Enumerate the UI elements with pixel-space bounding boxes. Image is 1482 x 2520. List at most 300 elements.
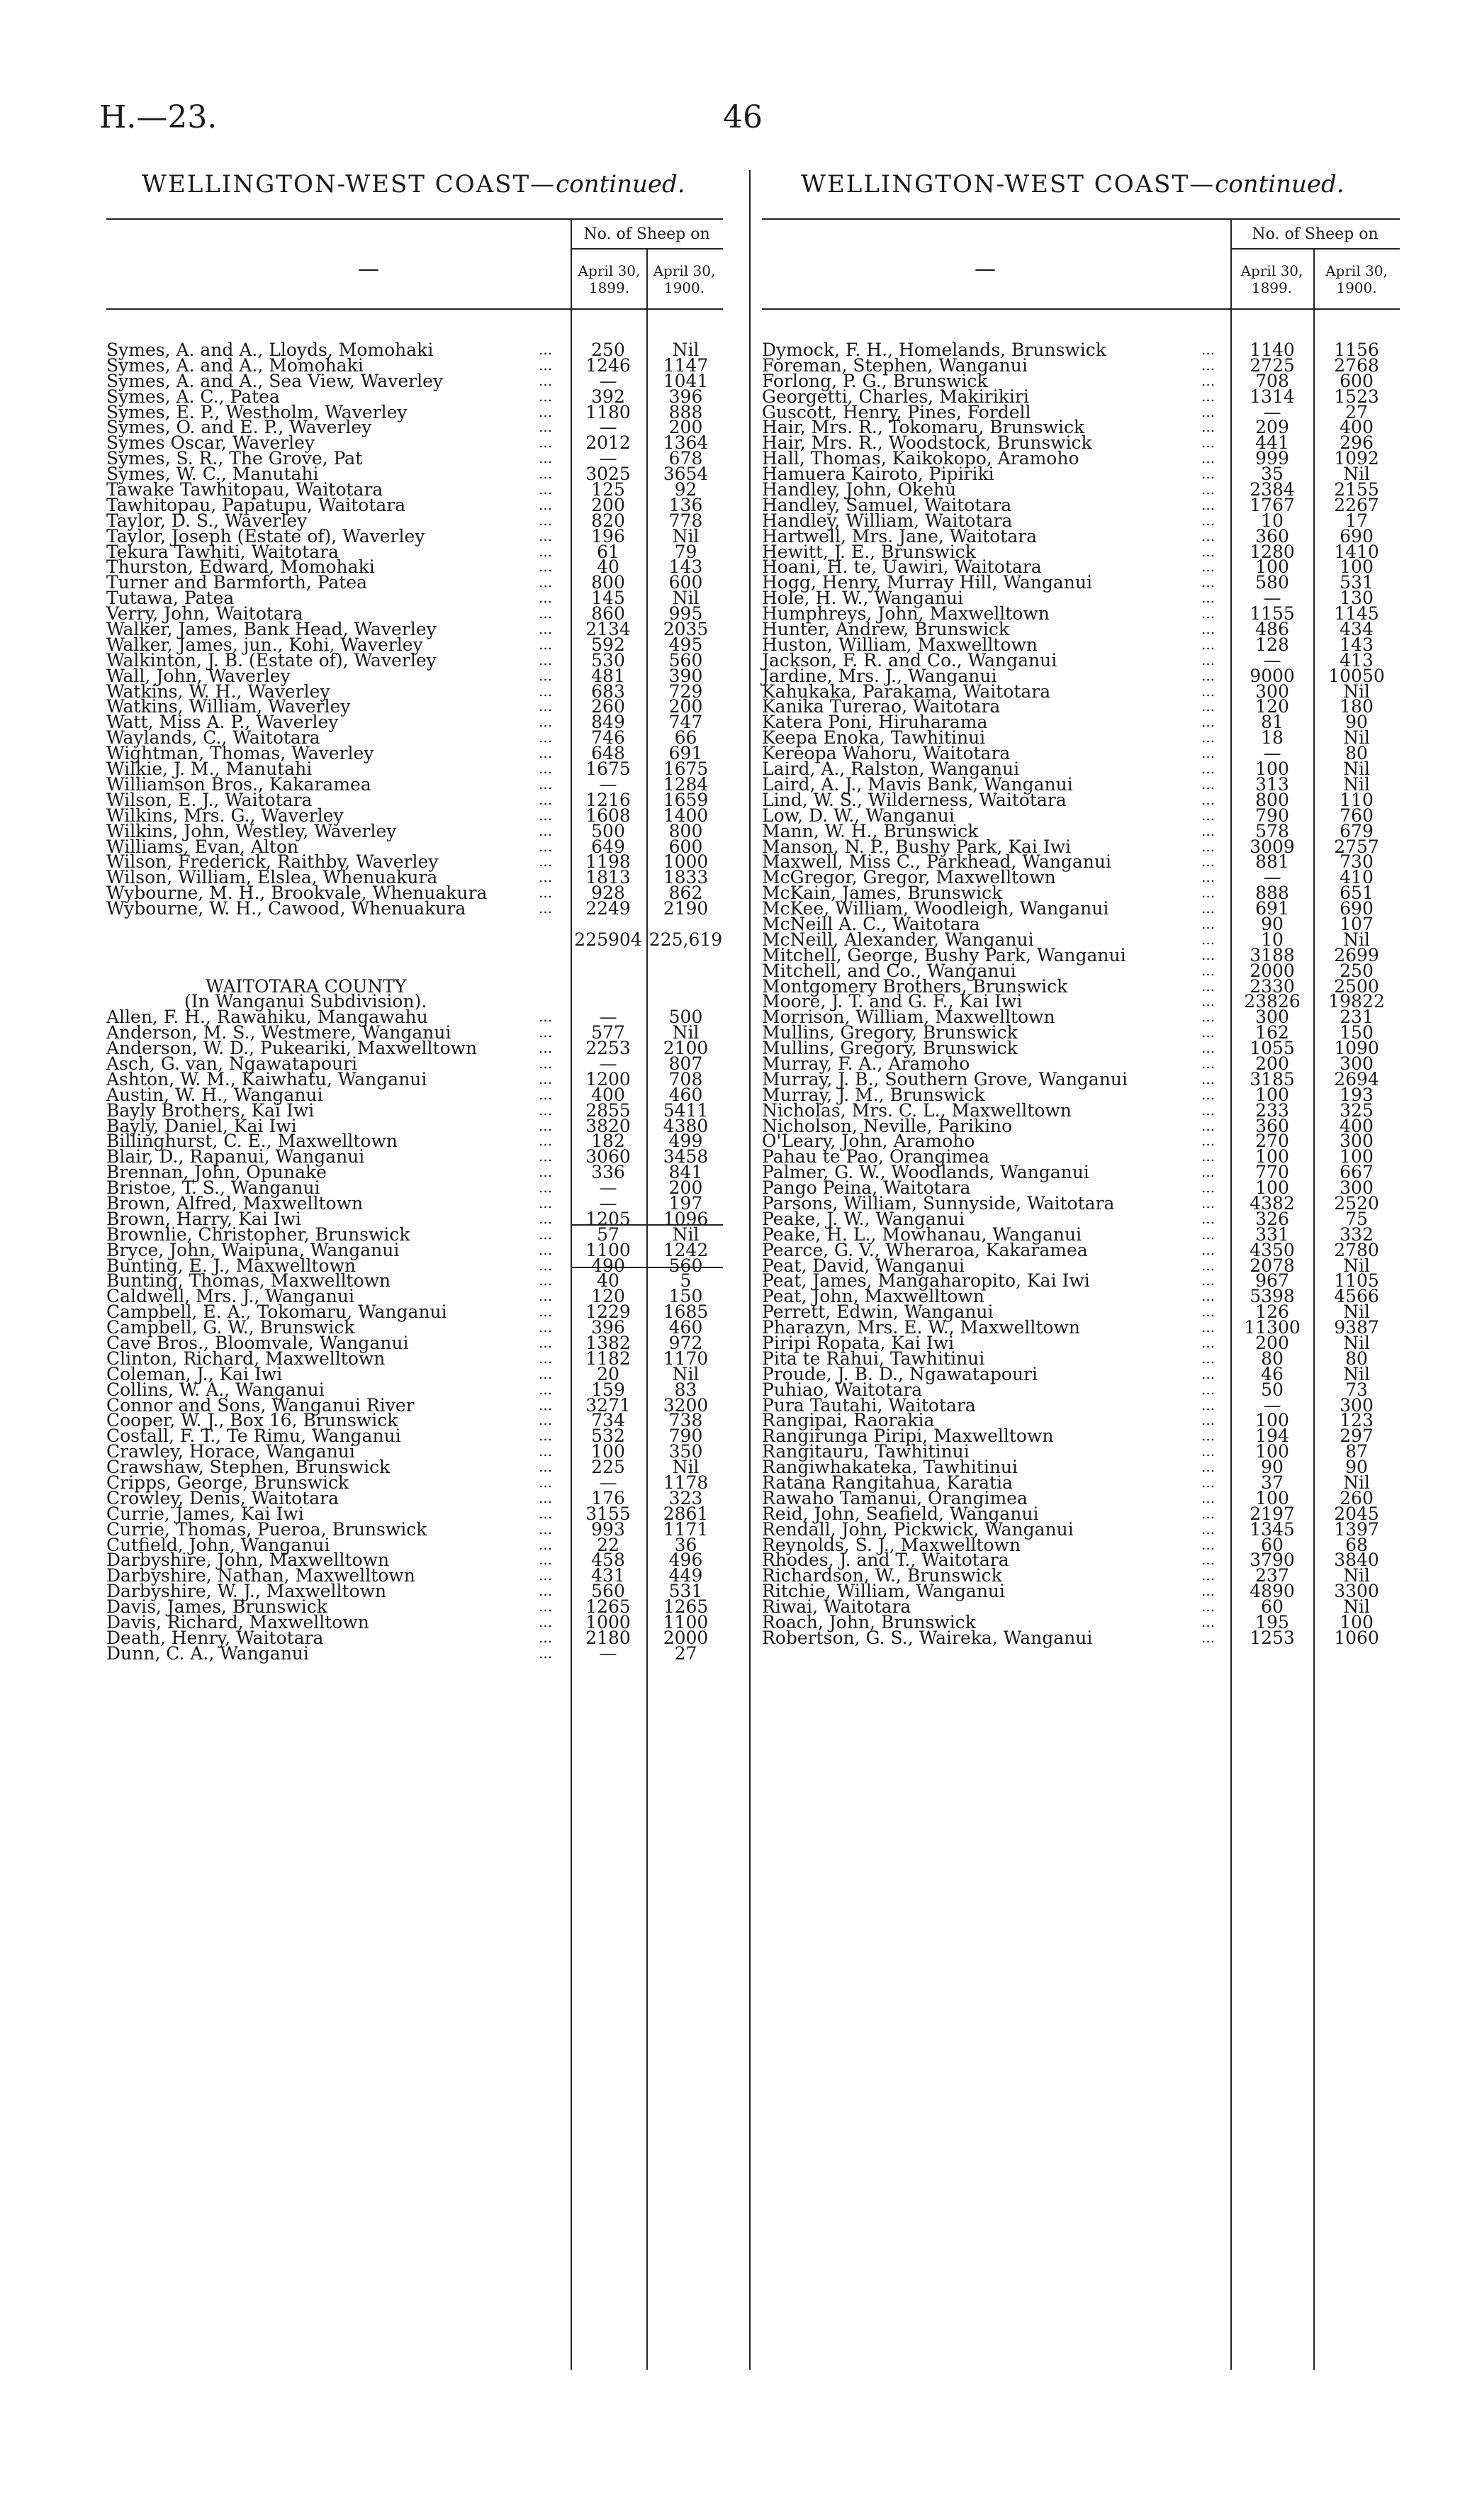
sheep-1899: 458 <box>591 1550 625 1571</box>
sheep-1899: 60 <box>1261 1596 1284 1618</box>
leader-dots: ... <box>1201 589 1216 607</box>
leader-dots: ... <box>539 511 553 529</box>
sheep-1900: 691 <box>668 743 703 764</box>
leader-dots: ... <box>1201 837 1216 855</box>
sheep-1899: 481 <box>591 665 625 686</box>
sheep-1900: 123 <box>1340 1410 1374 1431</box>
sheep-1899: 888 <box>1255 883 1289 904</box>
sheep-1900: 90 <box>1345 1457 1368 1478</box>
sheep-1899: 2134 <box>585 619 631 640</box>
leader-dots: ... <box>539 387 553 405</box>
sheep-1899: 2330 <box>1250 975 1295 997</box>
leader-dots: ... <box>539 1380 553 1398</box>
sheep-1900: 3654 <box>663 464 709 485</box>
sheep-1900: 1171 <box>663 1518 709 1540</box>
sheep-1900: 1265 <box>663 1596 709 1618</box>
owner-name: McKain, James, Brunswick <box>762 883 1003 904</box>
right-title-main: WELLINGTON-WEST COAST— <box>801 170 1216 198</box>
leader-dots: ... <box>539 481 553 498</box>
sheep-1899: 431 <box>591 1565 625 1586</box>
sheep-1899: 4350 <box>1250 1239 1295 1260</box>
owner-name: Mullins, Gregory, Brunswick <box>762 1022 1018 1043</box>
sheep-1900: 1147 <box>663 354 709 376</box>
leader-dots: ... <box>539 1520 553 1538</box>
owner-name: Symes, W. C., Manutahi <box>106 464 319 485</box>
sheep-1899: 3009 <box>1250 836 1295 857</box>
leader-dots: ... <box>539 527 553 544</box>
sheep-1899: 336 <box>591 1162 625 1183</box>
total-row <box>106 929 723 950</box>
sheep-1899: 209 <box>1255 417 1289 438</box>
right-table-body <box>762 342 1400 1646</box>
sheep-1900: 332 <box>1340 1223 1374 1245</box>
leader-dots: ... <box>539 775 553 793</box>
sheep-1899: — <box>599 1007 617 1028</box>
leader-dots: ... <box>1201 403 1216 420</box>
leader-dots: ... <box>539 698 553 715</box>
owner-name: Thurston, Edward, Momohaki <box>106 556 375 578</box>
sheep-1899: 1055 <box>1250 1038 1295 1059</box>
owner-name: Peat, David, Wanganui <box>762 1255 965 1276</box>
sheep-1899: 176 <box>591 1487 625 1508</box>
sheep-1900: 1105 <box>1334 1270 1379 1292</box>
owner-name: Robertson, G. S., Waireka, Wanganui <box>762 1627 1093 1648</box>
sheep-1900: 27 <box>1345 401 1368 422</box>
sheep-1900: 2699 <box>1334 944 1379 965</box>
left-header-col1: April 30, 1899. <box>578 262 641 296</box>
sheep-1900: 1400 <box>663 805 709 826</box>
leader-dots: ... <box>1201 558 1216 576</box>
sheep-1900: 3458 <box>663 1146 709 1167</box>
owner-name: Rendall, John, Pickwick, Wanganui <box>762 1518 1074 1540</box>
sheep-1900: 1242 <box>663 1239 709 1260</box>
owner-name: Darbyshire, W. J., Maxwelltown <box>106 1581 387 1602</box>
owner-name: Kahukaka, Parakama, Waitotara <box>762 681 1051 702</box>
sheep-1899: 331 <box>1255 1223 1289 1245</box>
owner-name: Waylands, C., Waitotara <box>106 727 320 749</box>
sheep-1899: 3790 <box>1250 1550 1295 1571</box>
leader-dots: ... <box>1201 1628 1216 1646</box>
owner-name: Wightman, Thomas, Waverley <box>106 743 374 764</box>
sheep-1899: 3060 <box>585 1146 631 1167</box>
leader-dots: ... <box>1201 961 1216 979</box>
sheep-1900: 2780 <box>1334 1239 1379 1260</box>
right-column-title <box>801 170 1345 198</box>
leader-dots: ... <box>1201 1489 1216 1506</box>
table-row <box>106 1642 723 1664</box>
leader-dots: ... <box>539 1443 553 1460</box>
sheep-1900: 300 <box>1340 1394 1374 1416</box>
sheep-1899: 1000 <box>585 1612 631 1633</box>
sheep-1899: 1608 <box>585 805 631 826</box>
sheep-1899: 532 <box>591 1426 625 1447</box>
sheep-1900: Nil <box>1343 1301 1370 1323</box>
right-header-col1: April 30, 1899. <box>1240 262 1303 296</box>
leader-dots: ... <box>1201 1365 1216 1382</box>
owner-name: Montgomery Brothers, Brunswick <box>762 975 1068 997</box>
sheep-1900: 1833 <box>663 867 709 888</box>
sheep-1900: 807 <box>668 1053 703 1074</box>
sheep-1899: 61 <box>597 541 619 562</box>
leader-dots: ... <box>1201 744 1216 762</box>
sheep-1899: 1813 <box>585 867 631 888</box>
leader-dots: ... <box>1201 1287 1216 1305</box>
sheep-1899: 800 <box>1255 789 1289 810</box>
sheep-1899: 2197 <box>1250 1503 1295 1524</box>
owner-name: Symes, A. and A., Momohaki <box>106 354 364 376</box>
right-top-rule <box>762 218 1400 220</box>
leader-dots: ... <box>1201 992 1216 1010</box>
table-row <box>762 1627 1400 1648</box>
owner-name: Kanika Turerao, Waitotara <box>762 696 1001 717</box>
page-header-code: H.—23. <box>99 99 218 135</box>
owner-name: McGregor, Gregor, Maxwelltown <box>762 867 1056 888</box>
owner-name: Hoani, H. te, Uawiri, Waitotara <box>762 556 1042 578</box>
sheep-1900: 197 <box>668 1192 703 1214</box>
sheep-1899: 2253 <box>585 1038 631 1059</box>
sheep-1900: 350 <box>668 1441 703 1462</box>
owner-name: Rangirunga Piripi, Maxwelltown <box>762 1426 1054 1447</box>
sheep-1899: 90 <box>1261 1457 1284 1478</box>
owner-name: Clinton, Richard, Maxwelltown <box>106 1348 386 1369</box>
sheep-1899: — <box>599 1177 617 1199</box>
leader-dots: ... <box>539 434 553 452</box>
sheep-1899: 1253 <box>1250 1627 1295 1648</box>
sheep-1900: 2035 <box>663 619 709 640</box>
owner-name: Handley, John, Okehu <box>762 479 957 500</box>
owner-name: Rawaho Tamanui, Orangimea <box>762 1487 1028 1508</box>
owner-name: Crawshaw, Stephen, Brunswick <box>106 1457 391 1478</box>
sheep-1899: 2078 <box>1250 1255 1295 1276</box>
sheep-1900: 1410 <box>1334 541 1379 562</box>
table-row <box>106 898 723 919</box>
leader-dots: ... <box>539 837 553 855</box>
owner-name: Blair, D., Rapanui, Wanganui <box>106 1146 365 1167</box>
sheep-1900: 708 <box>668 1068 703 1090</box>
sheep-1899: 100 <box>1255 1410 1289 1431</box>
sheep-1899: 2000 <box>1250 960 1295 981</box>
leader-dots: ... <box>1201 1613 1216 1631</box>
owner-name: Bayly Brothers, Kai Iwi <box>106 1099 315 1121</box>
owner-name: Nicholson, Neville, Parikino <box>762 1115 1013 1136</box>
sheep-1899: — <box>599 448 617 469</box>
leader-dots: ... <box>539 1334 553 1351</box>
leader-dots: ... <box>1201 1535 1216 1553</box>
sheep-1899: 126 <box>1255 1301 1289 1323</box>
sheep-1899: 37 <box>1261 1472 1284 1494</box>
owner-name: Ashton, W. M., Kaiwhatu, Wanganui <box>106 1068 427 1090</box>
owner-name: Bristoe, T. S., Wanganui <box>106 1177 320 1199</box>
sheep-1899: 1265 <box>585 1596 631 1618</box>
sheep-1899: 233 <box>1255 1099 1289 1121</box>
leader-dots: ... <box>1201 1349 1216 1367</box>
sheep-1899: — <box>599 1053 617 1074</box>
sheep-1899: 35 <box>1261 464 1284 485</box>
sheep-1900: 400 <box>1340 417 1374 438</box>
owner-name: Campbell, G. W., Brunswick <box>106 1317 355 1338</box>
leader-dots: ... <box>1201 729 1216 746</box>
sheep-1899: 1200 <box>585 1068 631 1090</box>
sheep-1900: 36 <box>674 1534 697 1555</box>
owner-name: Wilson, Frederick, Raithby, Waverley <box>106 851 439 873</box>
sheep-1900: Nil <box>672 1457 700 1478</box>
owner-name: Darbyshire, John, Maxwelltown <box>106 1550 390 1571</box>
sheep-1900: 2100 <box>663 1038 709 1059</box>
sheep-1899: 683 <box>591 681 625 702</box>
sheep-1899: 100 <box>1255 1177 1289 1199</box>
left-header-col2: April 30, 1900. <box>653 262 716 296</box>
sheep-1899: 40 <box>597 556 619 578</box>
sheep-1900: 1170 <box>663 1348 709 1369</box>
owner-name: Hewitt, J. E., Brunswick <box>762 541 976 562</box>
page-number: 46 <box>723 99 763 135</box>
owner-name: Williamson Bros., Kakaramea <box>106 773 371 795</box>
sheep-1899: 3185 <box>1250 1068 1295 1090</box>
owner-name: Campbell, E. A., Tokomaru, Wanganui <box>106 1301 447 1323</box>
owner-name: Ratana Rangitahua, Karatia <box>762 1472 1013 1494</box>
left-column-title <box>142 170 685 198</box>
owner-name: Tawake Tawhitopau, Waitotara <box>106 479 383 500</box>
owner-name: Puhiao, Waitotara <box>762 1379 923 1400</box>
leader-dots: ... <box>1201 1598 1216 1615</box>
owner-name: Maxwell, Miss C., Parkhead, Wanganui <box>762 851 1111 873</box>
sheep-1900: 2190 <box>663 898 709 919</box>
leader-dots: ... <box>1201 1334 1216 1351</box>
sheep-1899: 708 <box>1255 370 1289 391</box>
leader-dots: ... <box>539 1163 553 1181</box>
leader-dots: ... <box>1201 1256 1216 1274</box>
sheep-1899: 490 <box>591 1255 625 1276</box>
leader-dots: ... <box>539 651 553 668</box>
sheep-1899: 100 <box>1255 1487 1289 1508</box>
owner-name: Verry, John, Waitotara <box>106 603 303 625</box>
owner-name: Symes, E. P., Westholm, Waverley <box>106 401 408 422</box>
owner-name: Connor and Sons, Wanganui River <box>106 1394 415 1416</box>
owner-name: Reynolds, S. J., Maxwelltown <box>762 1534 1021 1555</box>
leader-dots: ... <box>1201 698 1216 715</box>
leader-dots: ... <box>539 1116 553 1134</box>
sheep-1900: Nil <box>672 1223 700 1245</box>
sheep-1899: 577 <box>591 1022 625 1043</box>
leader-dots: ... <box>539 1504 553 1522</box>
sheep-1900: 180 <box>1340 696 1374 717</box>
owner-name: Pahau te Pao, Orangimea <box>762 1146 989 1167</box>
sheep-1900: Nil <box>1343 1596 1370 1618</box>
sheep-1900: 87 <box>1345 1441 1368 1462</box>
owner-name: Caldwell, Mrs. J., Wanganui <box>106 1286 354 1307</box>
owner-name: Hartwell, Mrs. Jane, Waitotara <box>762 525 1038 547</box>
leader-dots: ... <box>539 620 553 638</box>
leader-dots: ... <box>1201 620 1216 638</box>
owner-name: Hall, Thomas, Kaikokopo, Aramoho <box>762 448 1079 469</box>
leader-dots: ... <box>1201 977 1216 995</box>
owner-name: Williams, Evan, Alton <box>106 836 299 857</box>
owner-name: Handley, William, Waitotara <box>762 510 1013 531</box>
owner-name: Symes Oscar, Waverley <box>106 432 315 454</box>
owner-name: Rangipai, Raorakia <box>762 1410 935 1431</box>
sheep-1900: 995 <box>668 603 703 625</box>
leader-dots: ... <box>539 1085 553 1103</box>
owner-name: Mann, W. H., Brunswick <box>762 820 979 841</box>
leader-dots: ... <box>539 403 553 420</box>
owner-name: Wall, John, Waverley <box>106 665 291 686</box>
owner-name: Brown, Alfred, Maxwelltown <box>106 1192 364 1214</box>
owner-name: Ritchie, William, Wanganui <box>762 1581 1006 1602</box>
leader-dots: ... <box>539 1535 553 1553</box>
sheep-1899: 40 <box>597 1270 619 1292</box>
owner-name: Taylor, D. S., Waverley <box>106 510 308 531</box>
owner-name: Symes, S. R., The Grove, Pat <box>106 448 363 469</box>
leader-dots: ... <box>1201 946 1216 963</box>
sheep-1899: 195 <box>1255 1612 1289 1633</box>
leader-dots: ... <box>539 1458 553 1476</box>
owner-name: Dymock, F. H., Homelands, Brunswick <box>762 340 1106 360</box>
sheep-1900: Nil <box>672 1363 700 1384</box>
sheep-1899: — <box>599 1472 617 1494</box>
sheep-1900: 2861 <box>663 1503 709 1524</box>
owner-name: Lind, W. S., Wilderness, Waitotara <box>762 789 1067 810</box>
owner-name: Brownlie, Christopher, Brunswick <box>106 1223 410 1245</box>
sheep-1900: 143 <box>1340 634 1374 655</box>
leader-dots: ... <box>539 341 553 358</box>
owner-name: Symes, A. C., Patea <box>106 386 280 407</box>
owner-name: Asch, G. van, Ngawatapouri <box>106 1053 358 1074</box>
sheep-1900: 200 <box>668 696 703 717</box>
sheep-1899: 200 <box>1255 1053 1289 1074</box>
sheep-1900: 600 <box>668 572 703 593</box>
leader-dots: ... <box>1201 868 1216 886</box>
owner-name: Austin, W. H., Wanganui <box>106 1084 323 1105</box>
leader-dots: ... <box>1201 682 1216 700</box>
leader-dots: ... <box>1201 1116 1216 1134</box>
owner-name: Crawley, Horace, Wanganui <box>106 1441 355 1462</box>
owner-name: Mitchell, and Co., Wanganui <box>762 960 1016 981</box>
owner-name: Wilkie, J. M., Manutahi <box>106 758 313 780</box>
left-header-group: No. of Sheep on <box>583 225 710 243</box>
leader-dots: ... <box>1201 635 1216 653</box>
sheep-1900: 2155 <box>1334 479 1379 500</box>
owner-name: Cooper, W. J., Box 16, Brunswick <box>106 1410 398 1431</box>
sheep-1900: 679 <box>1340 820 1374 841</box>
leader-dots: ... <box>539 558 553 576</box>
owner-name: Wilson, William, Elslea, Whenuakura <box>106 867 438 888</box>
sheep-1899: 4382 <box>1250 1192 1295 1214</box>
sheep-1900: 410 <box>1340 867 1374 888</box>
sheep-1899: — <box>1263 649 1281 671</box>
leader-dots: ... <box>539 418 553 436</box>
owner-name: Bunting, Thomas, Maxwelltown <box>106 1270 391 1292</box>
owner-name: Anderson, M. S., Westmere, Wanganui <box>106 1022 451 1043</box>
sheep-1900: 678 <box>668 448 703 469</box>
sheep-1900: 1364 <box>663 432 709 454</box>
leader-dots: ... <box>539 1349 553 1367</box>
sheep-1899: 162 <box>1255 1022 1289 1043</box>
sheep-1899: 360 <box>1255 525 1289 547</box>
sheep-1900: 1100 <box>663 1612 709 1633</box>
owner-name: Parsons, William, Sunnyside, Waitotara <box>762 1192 1115 1214</box>
leader-dots: ... <box>1201 822 1216 839</box>
sheep-1899: — <box>1263 1394 1281 1416</box>
owner-name: Dunn, C. A., Wanganui <box>106 1642 309 1664</box>
sheep-1899: 967 <box>1255 1270 1289 1292</box>
owner-name: Anderson, W. D., Pukeariki, Maxwelltown <box>106 1038 478 1059</box>
sheep-1900: 600 <box>1340 370 1374 391</box>
leader-dots: ... <box>1201 1520 1216 1538</box>
sheep-1899: 18 <box>1261 727 1284 749</box>
sheep-1900: 531 <box>1340 572 1374 593</box>
sheep-1900: 300 <box>1340 1177 1374 1199</box>
leader-dots: ... <box>539 1209 553 1227</box>
sheep-1900: 862 <box>668 883 703 904</box>
left-top-rule <box>106 218 723 220</box>
sheep-1900: 10050 <box>1328 665 1385 686</box>
owner-name: Walker, James, Bank Head, Waverley <box>106 619 437 640</box>
owner-name: Morrison, William, Maxwelltown <box>762 1007 1055 1028</box>
leader-dots: ... <box>539 1008 553 1026</box>
leader-dots: ... <box>539 1489 553 1506</box>
sheep-1900: 1284 <box>663 773 709 795</box>
sheep-1899: — <box>1263 743 1281 764</box>
sheep-1900: 323 <box>668 1487 703 1508</box>
leader-dots: ... <box>1201 1070 1216 1087</box>
leader-dots: ... <box>539 760 553 778</box>
leader-dots: ... <box>1201 1039 1216 1057</box>
leader-dots: ... <box>1201 1209 1216 1227</box>
leader-dots: ... <box>1201 1504 1216 1522</box>
leader-dots: ... <box>1201 1225 1216 1243</box>
sheep-1899: 200 <box>1255 1333 1289 1353</box>
leader-dots: ... <box>1201 666 1216 684</box>
sheep-1900: 2520 <box>1334 1192 1379 1214</box>
owner-name: Jackson, F. R. and Co., Wanganui <box>762 649 1057 671</box>
sheep-1900: Nil <box>672 525 700 547</box>
sheep-1899: 250 <box>591 340 625 360</box>
leader-dots: ... <box>1201 1179 1216 1197</box>
sheep-1899: 3025 <box>585 464 631 485</box>
leader-dots: ... <box>1201 1148 1216 1165</box>
sheep-1900: 760 <box>1340 805 1374 826</box>
owner-name: O'Leary, John, Aramoho <box>762 1131 975 1152</box>
leader-dots: ... <box>539 1567 553 1584</box>
owner-name: Watkins, W. H., Waverley <box>106 681 330 702</box>
sheep-1899: 22 <box>597 1534 619 1555</box>
owner-name: Symes, A. and A., Sea View, Waverley <box>106 370 443 391</box>
sheep-1899: 849 <box>591 712 625 733</box>
sheep-1900: 729 <box>668 681 703 702</box>
leader-dots: ... <box>1201 1008 1216 1026</box>
sheep-1900: 449 <box>668 1565 703 1586</box>
owner-name: Tekura Tawhiti, Waitotara <box>106 541 339 562</box>
sheep-1899: 2855 <box>585 1099 631 1121</box>
leader-dots: ... <box>1201 371 1216 389</box>
owner-name: Taylor, Joseph (Estate of), Waverley <box>106 525 425 547</box>
owner-name: Murray, J. M., Brunswick <box>762 1084 985 1105</box>
leader-dots: ... <box>539 1582 553 1600</box>
sheep-1899: 326 <box>1255 1208 1289 1229</box>
owner-name: Billinghurst, C. E., Maxwelltown <box>106 1131 398 1152</box>
sheep-1900: 200 <box>668 1177 703 1199</box>
owner-name: Darbyshire, Nathan, Maxwelltown <box>106 1565 415 1586</box>
owner-name: Guscott, Henry, Pines, Fordell <box>762 401 1031 422</box>
sheep-1899: 270 <box>1255 1131 1289 1152</box>
leader-dots: ... <box>1201 806 1216 824</box>
owner-name: Hunter, Andrew, Brunswick <box>762 619 1010 640</box>
owner-name: Hair, Mrs. R., Woodstock, Brunswick <box>762 432 1092 454</box>
owner-name: Mullins, Gregory, Brunswick <box>762 1038 1018 1059</box>
sheep-1900: 560 <box>668 649 703 671</box>
sheep-1899: 1382 <box>585 1333 631 1353</box>
sheep-1899: 313 <box>1255 773 1289 795</box>
